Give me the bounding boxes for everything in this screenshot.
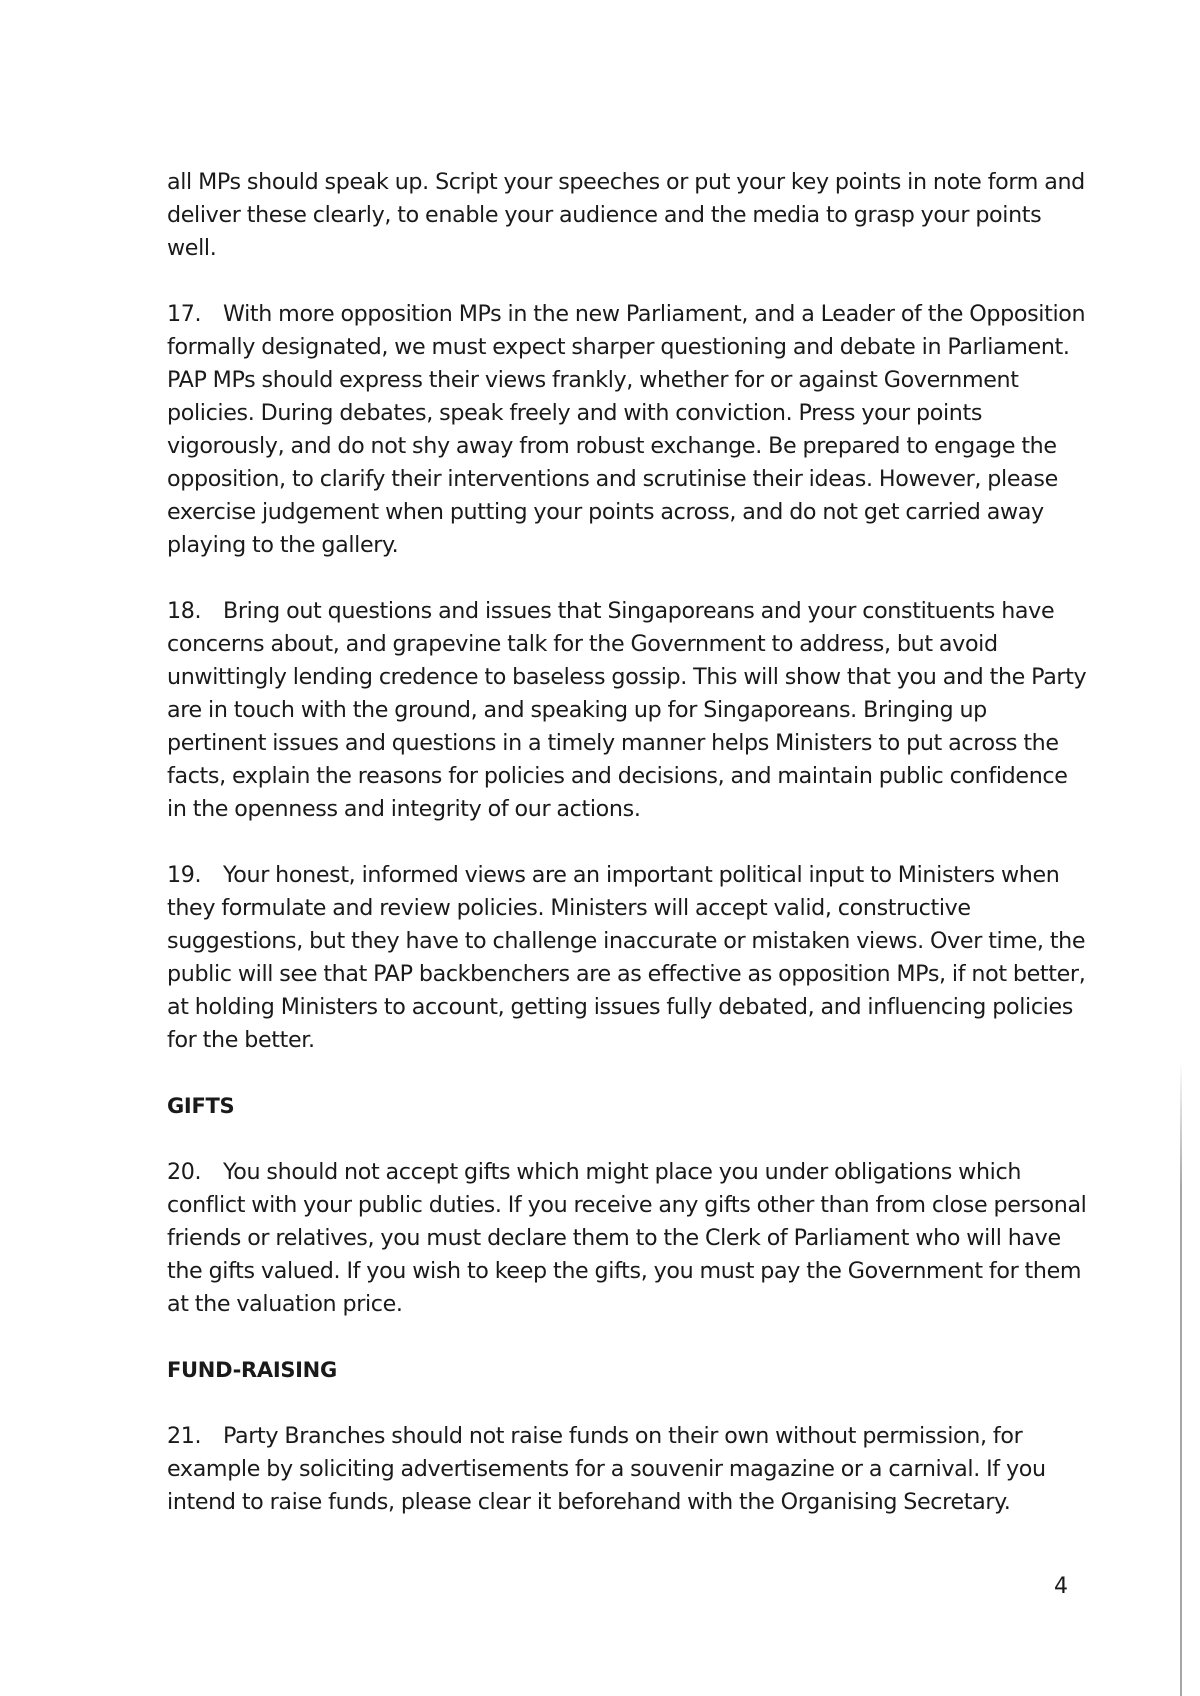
paragraph-16-continued <box>167 166 1092 265</box>
paragraph-text: Your honest, informed views are an important political input to Ministers when they formulate and review policies. Ministers will accept valid, constructive suggestions, but they have to challenge inaccurate or mistaken views. Over time, the public will see that PAP backbenchers are as effective as opposition MPs, if not better, at holding Ministers to account, getting issues fully debated, and influencing policies for the better. <box>167 862 1086 1053</box>
paragraph-text: With more opposition MPs in the new Parliament, and a Leader of the Opposition formally designated, we must expect sharper questioning and debate in Parliament. PAP MPs should express their views frankly, whether for or against Government policies. During debates, speak freely and with conviction. Press your points vigorously, and do not shy away from robust exchange. Be prepared to engage the opposition, to clarify their interventions and scrutinise their ideas. However, please exercise judgement when putting your points across, and do not get carried away playing to the gallery. <box>167 301 1086 558</box>
paragraph-19 <box>167 859 1092 1057</box>
paragraph-text: You should not accept gifts which might place you under obligations which conflict with your public duties. If you receive any gifts other than from close personal friends or relatives, you must declare them to the Clerk of Parliament who will have the gifts valued. If you wish to keep the gifts, you must pay the Government for them at the valuation price. <box>167 1159 1087 1317</box>
document-body <box>167 166 1092 1552</box>
section-heading-fund-raising: FUND-RAISING <box>167 1358 337 1382</box>
paragraph-text: Bring out questions and issues that Singaporeans and your constituents have concerns about, and grapevine talk for the Government to address, but avoid unwittingly lending credence to baseless gossip. This will show that you and the Party are in touch with the ground, and speaking up for Singaporeans. Bringing up pertinent issues and questions in a timely manner helps Ministers to put across the facts, explain the reasons for policies and decisions, and maintain public confidence in the openness and integrity of our actions. <box>167 598 1087 822</box>
paragraph-number: 18. <box>167 598 202 624</box>
paragraph-20 <box>167 1156 1092 1321</box>
page-number: 4 <box>1054 1574 1068 1599</box>
paragraph-text: Party Branches should not raise funds on their own without permission, for example by soliciting advertisements for a souvenir magazine or a carnival. If you intend to raise funds, please clear it beforehand with the Organising Secretary. <box>167 1423 1046 1515</box>
paragraph-number: 21. <box>167 1423 202 1449</box>
scan-edge-line <box>1180 1060 1182 1696</box>
paragraph-number: 19. <box>167 862 202 888</box>
paragraph-17 <box>167 298 1092 562</box>
paragraph-21 <box>167 1420 1092 1519</box>
paragraph-18 <box>167 595 1092 826</box>
paragraph-text: all MPs should speak up. Script your speeches or put your key points in note form and deliver these clearly, to enable your audience and the media to grasp your points well. <box>167 169 1085 261</box>
paragraph-number: 20. <box>167 1159 202 1185</box>
section-heading-gifts: GIFTS <box>167 1094 235 1118</box>
paragraph-number: 17. <box>167 301 202 327</box>
